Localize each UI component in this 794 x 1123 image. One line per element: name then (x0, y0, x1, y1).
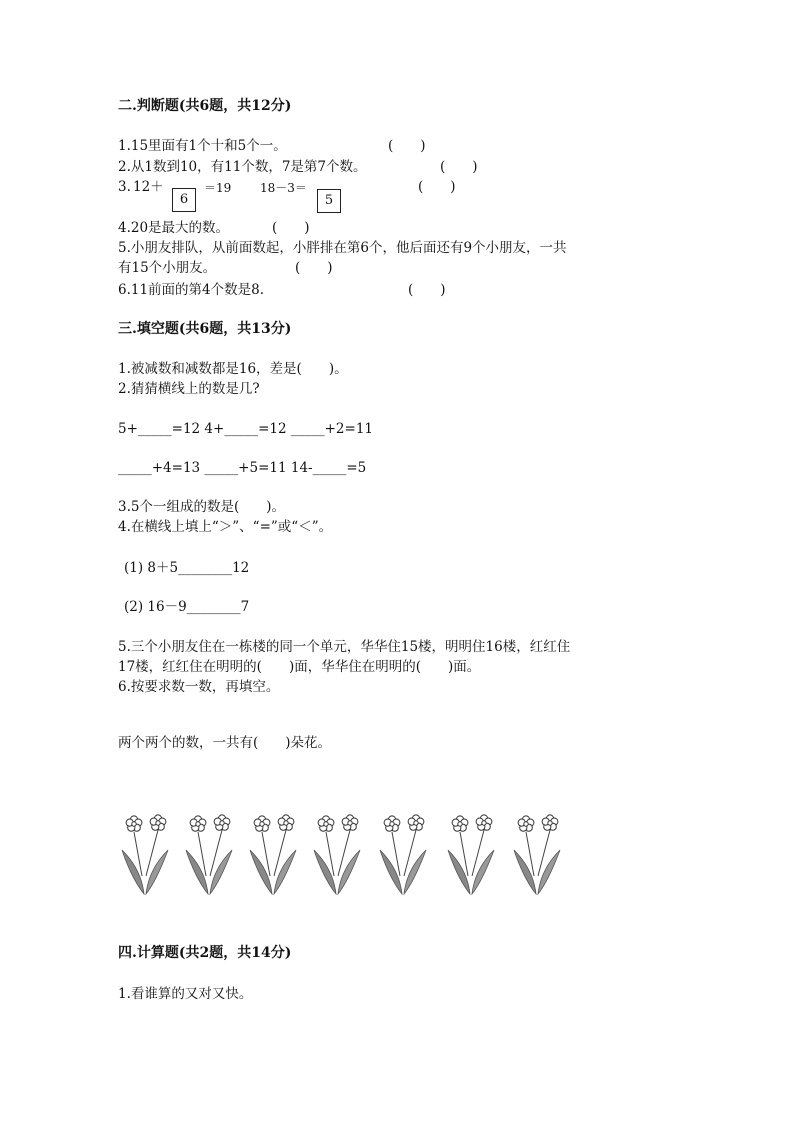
judge-answer-paren-6[interactable]: ( ) (408, 282, 446, 298)
fill-question-5-line2: 17楼，红红住在明明的( )面，华华住在明明的( )面。 (118, 659, 481, 675)
section-4-heading: 四.计算题(共2题，共14分) (118, 945, 292, 961)
flower-plant (122, 815, 168, 894)
judge-question-6: 6.11前面的第4个数是8. (118, 282, 265, 298)
fill-question-6-subtext: 两个两个的数，一共有( )朵花。 (118, 735, 332, 751)
calc-question-1: 1.看谁算的又对又快。 (118, 986, 253, 1002)
section-2-heading: 二.判断题(共6题，共12分) (118, 98, 292, 114)
judge-question-3-expr2-left: 18－3＝ (260, 181, 307, 195)
fill-question-4-part-2: (2) 16－9________7 (124, 599, 250, 615)
fill-question-2: 2.猜猜横线上的数是几? (118, 381, 260, 397)
fill-equations-row-2: _____+4=13 _____+5=11 14-_____=5 (118, 460, 367, 476)
flower-plant (514, 815, 560, 894)
judge-question-1: 1.15里面有1个十和5个一。 (118, 138, 287, 154)
judge-answer-paren-3[interactable]: ( ) (418, 179, 456, 195)
judge-question-3-expr1-left: 12＋ (133, 179, 164, 195)
fill-question-5-line1: 5.三个小朋友住在一栋楼的同一个单元，华华住15楼，明明住16楼，红红住 (118, 639, 571, 655)
judge-question-5-line1: 5.小朋友排队，从前面数起，小胖排在第6个，他后面还有9个小朋友，一共 (118, 240, 567, 256)
judge-answer-paren-5[interactable]: ( ) (295, 260, 333, 276)
fill-question-3: 3.5个一组成的数是( )。 (118, 499, 286, 515)
flower-plant (250, 815, 296, 894)
judge-question-5-line2: 有15个小朋友。 (118, 260, 217, 276)
flowers-illustration (118, 806, 568, 906)
judge-question-3-number: 3. (118, 179, 131, 195)
flower-plant (186, 815, 232, 894)
fill-equations-row-1: 5+_____=12 4+_____=12 _____+2=11 (118, 421, 374, 437)
flower-plant (380, 815, 426, 894)
fill-question-6: 6.按要求数一数，再填空。 (118, 679, 280, 695)
answer-box-6: 6 (172, 188, 196, 212)
fill-question-4-part-1: (1) 8＋5________12 (124, 560, 250, 576)
fill-question-1: 1.被减数和减数都是16，差是( )。 (118, 361, 348, 377)
judge-question-4: 4.20是最大的数。 (118, 220, 230, 236)
flower-plant (314, 815, 360, 894)
answer-box-5: 5 (317, 189, 341, 213)
judge-answer-paren-1[interactable]: ( ) (388, 138, 426, 154)
judge-question-2: 2.从1数到10，有11个数，7是第7个数。 (118, 159, 367, 175)
fill-question-4: 4.在横线上填上“＞”、“=”或“＜”。 (118, 519, 333, 535)
section-3-heading: 三.填空题(共6题，共13分) (118, 321, 292, 337)
flower-plant (448, 815, 494, 894)
judge-answer-paren-2[interactable]: ( ) (440, 159, 478, 175)
judge-answer-paren-4[interactable]: ( ) (272, 220, 310, 236)
judge-question-3-expr1-right: ＝19 (204, 181, 232, 195)
